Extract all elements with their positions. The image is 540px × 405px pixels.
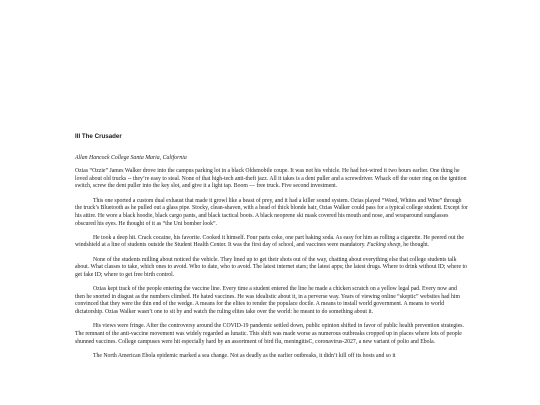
paragraph-text: He took a deep hit. Crack cocaine, his favorite. Cooked it himself. Four parts coke, one part baking soda. As easy for him as rolling a cigarette. He peered out the windshield at a line of students outside the Student Health Center. It was the first day of school, and vaccines were mandatory. <box>75 234 464 249</box>
chapter-heading: III The Crusader <box>75 133 122 140</box>
paragraph-text: , he thought. <box>400 242 430 249</box>
paragraph-1 <box>75 168 468 191</box>
paragraph-7 <box>75 353 468 361</box>
paragraph-4 <box>75 257 468 280</box>
paragraph-5 <box>75 286 468 317</box>
emphasized-text: Fucking sheep <box>367 242 401 249</box>
paragraph-text: None of the students milling about noticed the vehicle. They lined up to get their shots out of the way, chatting about everything else that college students talk about. What classes to take, which ones to avoid. Who to date, who to avoid. The latest internet stars; the latest apps; the latest drugs. Where to drink without ID; where to get fake ID; where to get free birth control. <box>75 256 467 278</box>
chapter-location: Allan Hancock College Santa Maria, California <box>75 155 187 161</box>
paragraph-3 <box>75 235 468 250</box>
paragraph-text: His views were fringe. After the controversy around the COVID-19 pandemic settled down, public opinion shifted in favor of public health prevention strategies. The remnant of the anti-vaccine movement was widely regarded as lunatic. This shift was made worse as numerous outbreaks cropped up in places where lots of people shunned vaccines. College campuses were hit especially hard by an assortment of bird flu, meningitisC, coronavirus-2027, a new variant of polio and Ebola. <box>75 323 464 345</box>
chapter-body <box>75 168 468 367</box>
paragraph-2 <box>75 198 468 229</box>
paragraph-6 <box>75 323 468 346</box>
paragraph-text: This one sported a custom dual exhaust that made it growl like a beast of prey, and it had a killer sound system. Ozias played “Weed, Whites and Wine” through the truck’s Bluetooth as he pulled out a glass pipe. Stocky, clean-shaven, with a head of thick blonde hair, Ozias Walker could pass for a typical college student. Except for his attire. He wore a black hoodie, black cargo pants, and black tactical boots. A black neoprene ski mask covered his mouth and nose, and wraparound sunglasses obscured his eyes. He thought of it as “the Uni bomber look”. <box>75 197 468 227</box>
paragraph-text: Ozias kept track of the people entering the vaccine line. Every time a student entered the line he made a chicken scratch on a yellow legal pad. Every now and then he snorted in disgust as the numbers climbed. He hated vaccines. He was idealistic about it, in a perverse way. Years of viewing online “skeptic” websites had him convinced that they were the thin end of the wedge. A means for the elites to render the populace docile. A means to install world government. A means to world dictatorship. Ozias Walker wasn’t one to sit by and watch the ruling elites take over the world: he meant to do something about it. <box>75 286 460 316</box>
paragraph-text: Ozias “Ozzie” James Walker drove into the campus parking lot in a black Oldsmobile coupe. It was not his vehicle. He had hot-wired it two hours earlier. One thing he loved about old trucks -- they’re easy to steal. None of that high-tech anti-theft jazz. All it takes is a dent puller and a screwdriver. Whack off the outer ring on the ignition switch, screw the dent puller into the key slot, and give it a light tap. Boom — free truck. Five second investment. <box>75 168 467 190</box>
paragraph-text: The North American Ebola epidemic marked a sea change. Not as deadly as the earlier outbreaks, it didn’t kill off its hosts and so it <box>93 352 396 359</box>
